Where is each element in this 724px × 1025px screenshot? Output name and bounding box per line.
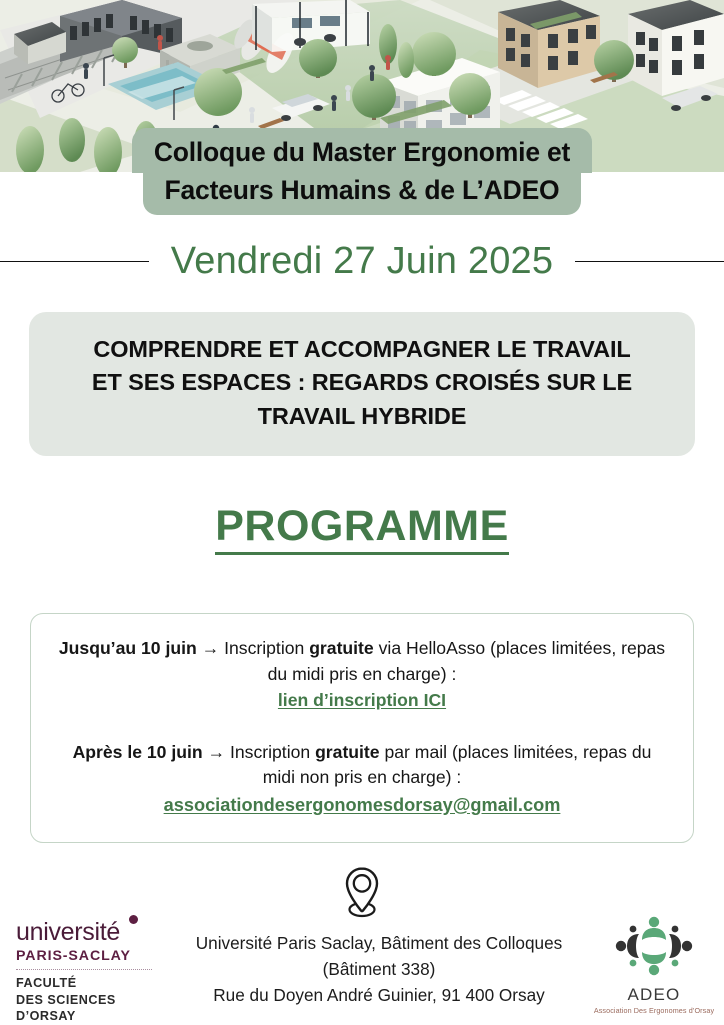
- university-paris-saclay-logo: [8, 905, 166, 1025]
- registration-box: [30, 613, 694, 843]
- faculty-line-2: DES SCIENCES: [16, 992, 116, 1007]
- university-logo-word: [16, 920, 166, 945]
- registration-email-link[interactable]: associationdesergonomesdorsay@gmail.com: [163, 794, 561, 815]
- registration-after-paragraph: [55, 740, 669, 818]
- programme-section: [0, 504, 724, 555]
- before-text-part1: Inscription: [219, 638, 310, 658]
- address-line-3: Rue du Doyen André Guinier, 91 400 Orsay: [213, 985, 545, 1006]
- registration-before-paragraph: [55, 636, 669, 714]
- date-rule-right: [575, 261, 724, 262]
- venue-address: [166, 905, 592, 1008]
- after-text-part1: Inscription: [225, 741, 316, 762]
- adeo-name: ADEO: [627, 985, 681, 1004]
- faculty-line-3: D’ORSAY: [16, 1009, 76, 1024]
- after-deadline-label: Après le 10 juin →: [72, 741, 226, 762]
- adeo-logo: [592, 905, 716, 1015]
- subtitle-line-3: TRAVAIL HYBRIDE: [257, 402, 467, 429]
- date-rule-left: [0, 261, 149, 262]
- title-line-1: Colloque du Master Ergonomie et: [132, 128, 592, 173]
- university-logo-dot: [129, 915, 138, 924]
- address-line-2: (Bâtiment 338): [322, 959, 436, 980]
- subtitle-line-2: ET SES ESPACES : REGARDS CROISÉS SUR LE: [91, 369, 633, 396]
- address-line-1: Université Paris Saclay, Bâtiment des Colloques: [195, 933, 563, 953]
- before-deadline-label: Jusqu’au 10 juin →: [58, 638, 220, 658]
- subtitle-line-1: COMPRENDRE ET ACCOMPAGNER LE TRAVAIL: [93, 336, 631, 362]
- subtitle-box: [29, 312, 695, 456]
- page-title: PROGRAMME: [215, 504, 509, 555]
- title-line-2: Facteurs Humains & de L’ADEO: [143, 172, 582, 216]
- after-text-part2: par mail (places limitées, repas du midi non pris en charge) :: [262, 741, 652, 787]
- university-logo-word-text: université: [16, 918, 120, 946]
- before-free-label: gratuite: [309, 638, 374, 658]
- adeo-tagline: Association Des Ergonomes d’Orsay: [593, 1006, 715, 1015]
- event-date-row: [0, 240, 724, 284]
- faculty-line-1: FACULTÉ: [16, 976, 77, 990]
- before-text-part2: via HelloAsso (places limitées, repas du midi pris en charge) :: [267, 638, 666, 684]
- after-free-label: gratuite: [315, 741, 380, 762]
- registration-link[interactable]: lien d’inscription ICI: [277, 690, 447, 710]
- university-logo-subtitle: PARIS-SACLAY: [16, 948, 131, 964]
- university-logo-divider: [16, 969, 152, 970]
- footer: [0, 905, 724, 1024]
- adeo-emblem-icon: [611, 913, 697, 979]
- event-date: Vendredi 27 Juin 2025: [170, 240, 554, 282]
- title-banner: [0, 128, 724, 215]
